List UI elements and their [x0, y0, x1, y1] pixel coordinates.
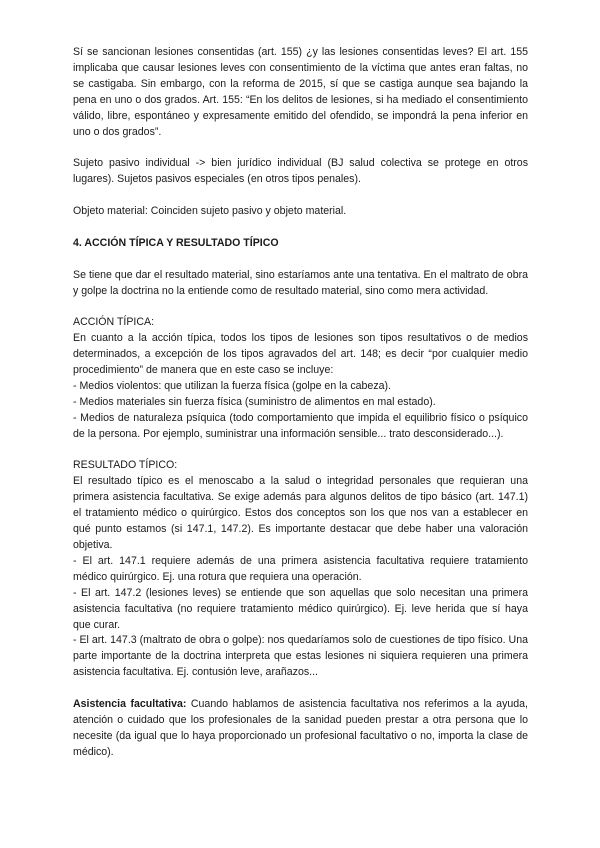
accion-tipica-title: ACCIÓN TÍPICA: [73, 316, 155, 329]
document-page [73, 45, 528, 761]
paragraph-sujeto-pasivo: Sujeto pasivo individual -> bien jurídico individual (BJ salud colectiva se protege en otros lugares). Sujetos pasivos especiales (en otros tipos penales). [73, 157, 528, 186]
spacer [73, 220, 528, 236]
section-heading: 4. ACCIÓN TÍPICA Y RESULTADO TÍPICO [73, 236, 279, 249]
resultado-tipico-title: RESULTADO TÍPICO: [73, 459, 178, 472]
asistencia-text: Cuando hablamos de asistencia facultativa nos referimos a la ayuda, atención o cuidado que los profesionales de la sanidad pueden prestar a otra persona que lo necesite (da igual que lo haya proporcionado un profesional facultativo o no, importa la clase de médico). [73, 698, 528, 758]
accion-tipica-intro: En cuanto a la acción típica, todos los tipos de lesiones son tipos resultativos o de medios determinados, a excepción de los tipos agravados del art. 148; es decir “por cualquier medio procedimiento” de manera que en este caso se incluye: [73, 332, 528, 377]
list-item: - El art. 147.2 (lesiones leves) se entiende que son aquellas que solo necesitan una primera asistencia facultativa (no requiere tratamiento médico quirúrgico). Ej. leve herida que sí haya que curar. [73, 586, 528, 631]
resultado-tipico-intro: El resultado típico es el menoscabo a la salud o integridad personales que requieran una primera asistencia facultativa. Se exige además para algunos delitos de tipo básico (art. 147.1) el tratamiento médico o quirúrgico. Estos dos conceptos son los que nos van a establecer en qué punto estamos (si 147.1, 147.2). Es importante destacar que debe haber una valoración objetiva. [73, 475, 528, 551]
list-item: - Medios de naturaleza psíquica (todo comportamiento que impida el equilibrio físico o psíquico de la persona. Por ejemplo, suministrar una información sensible... trato desconsiderado...). [73, 411, 528, 440]
list-item: - Medios violentos: que utilizan la fuerza física (golpe en la cabeza). [73, 379, 391, 392]
paragraph-asistencia-facultativa [73, 697, 528, 761]
paragraph-consentimiento: Sí se sancionan lesiones consentidas (art. 155) ¿y las lesiones consentidas leves? El art. 155 implicaba que causar lesiones leves con consentimiento de la víctima que antes eran faltas, no se castigaba. Sin embargo, con la reforma de 2015, sí que se castiga aunque sea bajando la pena en uno o dos grados. Art. 155: “En los delitos de lesiones, si ha mediado el consentimiento válido, libre, espontáneo y expresamente emitido del ofendido, se impondrá la pena inferior en uno o dos grados”. [73, 46, 528, 138]
paragraph-objeto-material: Objeto material: Coinciden sujeto pasivo y objeto material. [73, 205, 347, 218]
paragraph-resultado-material: Se tiene que dar el resultado material, sino estaríamos ante una tentativa. En el maltrato de obra y golpe la doctrina no la entiende como de resultado material, sino como mera actividad. [73, 268, 528, 297]
list-item: - El art. 147.3 (maltrato de obra o golpe): nos quedaríamos solo de cuestiones de tipo físico. Una parte importante de la doctrina interpreta que estas lesiones ni siquiera requieren una primera asistencia facultativa. Ej. contusión leve, arañazos... [73, 634, 528, 679]
spacer [73, 140, 528, 156]
list-item: - Medios materiales sin fuerza física (suministro de alimentos en mal estado). [73, 395, 436, 408]
spacer [73, 443, 528, 459]
asistencia-label: Asistencia facultativa: [73, 698, 187, 711]
list-item: - El art. 147.1 requiere además de una primera asistencia facultativa requiere tratamiento médico quirúrgico. Ej. una rotura que requiera una operación. [73, 554, 528, 583]
spacer [73, 299, 528, 315]
spacer [73, 188, 528, 204]
spacer [73, 252, 528, 268]
spacer [73, 681, 528, 697]
